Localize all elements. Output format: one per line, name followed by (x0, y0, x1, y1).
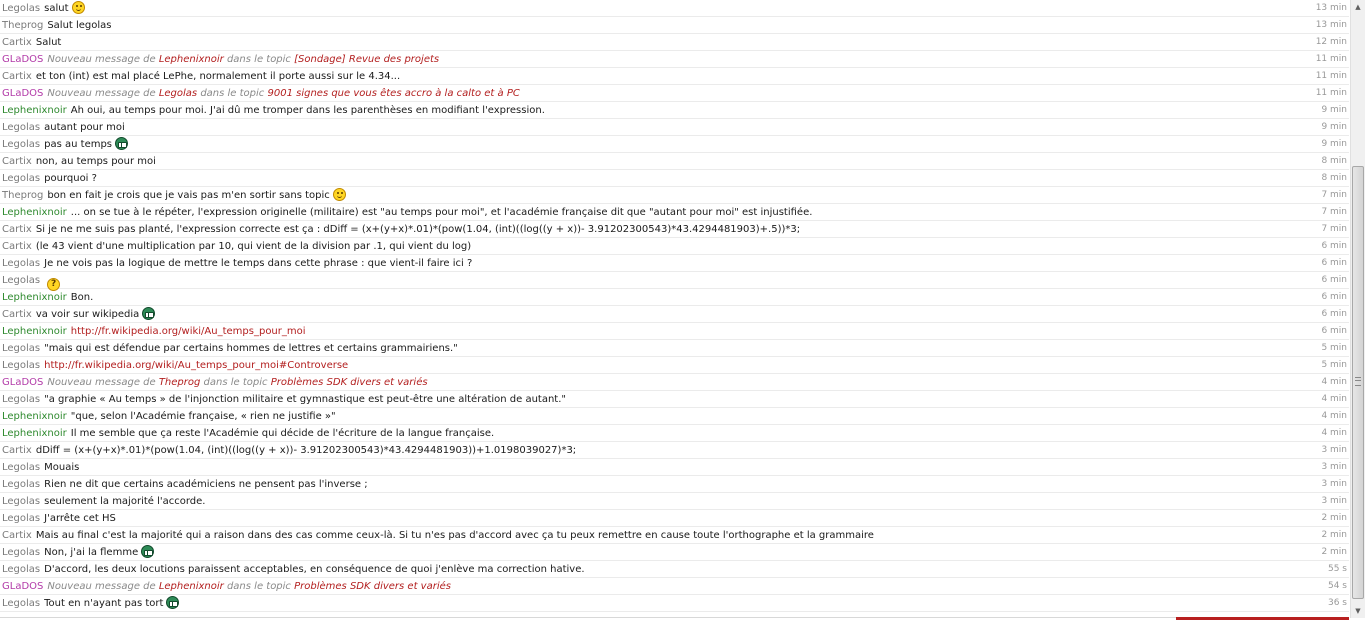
arrow-down-icon[interactable]: ▼ (1355, 607, 1361, 615)
message-timestamp: 54 s (1327, 581, 1347, 591)
message-author[interactable]: Legolas (2, 564, 41, 575)
message-author[interactable]: Legolas (2, 496, 41, 507)
message-timestamp: 7 min (1321, 207, 1347, 217)
chat-message (0, 595, 1349, 612)
message-timestamp: 8 min (1321, 173, 1347, 183)
message-text (36, 445, 576, 456)
notification-link[interactable]: Theprog (158, 377, 201, 388)
message-timestamp: 12 min (1315, 37, 1347, 47)
message-body: pas au temps (44, 139, 113, 150)
message-body: "mais qui est défendue par certains hommes de lettres et certains grammairiens." (44, 343, 458, 354)
message-author[interactable]: GLaDOS (2, 54, 44, 65)
arrow-up-icon[interactable]: ▲ (1355, 3, 1361, 11)
message-timestamp: 11 min (1315, 54, 1347, 64)
message-text (71, 411, 336, 422)
chat-message (0, 561, 1349, 578)
chat-message (0, 136, 1349, 153)
message-author[interactable]: Legolas (2, 479, 41, 490)
question-icon: ? (47, 278, 60, 291)
message-text (44, 3, 84, 14)
message-author[interactable]: Legolas (2, 360, 41, 371)
message-timestamp: 5 min (1321, 360, 1347, 370)
message-timestamp: 11 min (1315, 88, 1347, 98)
chat-message (0, 153, 1349, 170)
message-body: et ton (int) est mal placé LePhe, normalement il porte aussi sur le 4.34... (35, 71, 401, 82)
message-author[interactable]: Legolas (2, 547, 41, 558)
chat-message (0, 0, 1349, 17)
chat-message (0, 170, 1349, 187)
message-author[interactable]: Lephenixnoir (2, 428, 67, 439)
message-text (36, 530, 874, 541)
message-body: Salut (35, 37, 62, 48)
message-author[interactable]: Lephenixnoir (2, 105, 67, 116)
message-text (44, 462, 79, 473)
chat-message (0, 578, 1349, 595)
message-text (44, 598, 179, 609)
message-body: bon en fait je crois que je vais pas m'en sortir sans topic (47, 190, 330, 201)
message-timestamp: 55 s (1327, 564, 1347, 574)
chat-message (0, 527, 1349, 544)
message-body: J'arrête cet HS (44, 513, 116, 524)
message-text (44, 564, 584, 575)
message-timestamp: 4 min (1321, 428, 1347, 438)
message-timestamp: 2 min (1321, 530, 1347, 540)
message-body: "que, selon l'Académie française, « rien ne justifie »" (70, 411, 336, 422)
message-timestamp: 4 min (1321, 377, 1347, 387)
message-author[interactable]: GLaDOS (2, 88, 44, 99)
message-timestamp: 9 min (1321, 139, 1347, 149)
message-timestamp: 13 min (1315, 3, 1347, 13)
message-text (44, 394, 566, 405)
grin-icon (166, 596, 179, 609)
message-text (44, 258, 472, 269)
message-author[interactable]: Legolas (2, 139, 41, 150)
message-timestamp: 6 min (1321, 309, 1347, 319)
message-timestamp: 7 min (1321, 224, 1347, 234)
message-timestamp: 4 min (1321, 394, 1347, 404)
message-body: Si je ne me suis pas planté, l'expression correcte est ça : dDiff = (x+(y+x)*.01)*(pow(1.04, (int)((log((y + x))- 3.91202300543)*43.4294481903)+.5))*3; (35, 224, 801, 235)
chat-message (0, 85, 1349, 102)
chat-message (0, 493, 1349, 510)
notification-link[interactable]: Lephenixnoir (158, 581, 224, 592)
grin-icon (142, 307, 155, 320)
message-body: seulement la majorité l'accorde. (44, 496, 206, 507)
message-text (36, 156, 156, 167)
message-body: Salut legolas (47, 20, 112, 31)
message-author[interactable]: Cartix (2, 224, 32, 235)
notification-text: Nouveau message de (47, 88, 159, 99)
message-text (36, 224, 800, 235)
message-author[interactable]: Theprog (2, 20, 44, 31)
message-author[interactable]: Cartix (2, 445, 32, 456)
message-timestamp: 8 min (1321, 156, 1347, 166)
chat-message (0, 391, 1349, 408)
message-timestamp: 3 min (1321, 496, 1347, 506)
notification-text: dans le topic (197, 88, 268, 99)
chat-message (0, 510, 1349, 527)
chat-message (0, 289, 1349, 306)
message-text (36, 37, 62, 48)
message-author[interactable]: Legolas (2, 513, 41, 524)
message-author[interactable]: Legolas (2, 394, 41, 405)
message-text (36, 71, 400, 82)
grin-icon (141, 545, 154, 558)
message-body: va voir sur wikipedia (35, 309, 140, 320)
message-text (44, 496, 205, 507)
message-text (47, 190, 345, 201)
grip-icon (1355, 377, 1361, 386)
message-author[interactable]: Legolas (2, 258, 41, 269)
message-text (44, 547, 154, 558)
scroll-thumb[interactable] (1352, 166, 1364, 599)
message-author[interactable]: Lephenixnoir (2, 411, 67, 422)
message-author[interactable]: Theprog (2, 190, 44, 201)
message-author[interactable]: Cartix (2, 37, 32, 48)
notification-link[interactable]: Lephenixnoir (158, 54, 224, 65)
message-body: pourquoi ? (44, 173, 97, 184)
chat-message (0, 476, 1349, 493)
input-area-edge (0, 617, 1176, 618)
notification-link[interactable]: Problèmes SDK divers et variés (270, 377, 428, 388)
message-author[interactable]: Cartix (2, 241, 32, 252)
chat-message (0, 102, 1349, 119)
message-author[interactable]: Legolas (2, 3, 41, 14)
message-text (71, 105, 545, 116)
smile-icon (72, 1, 85, 14)
message-text (36, 241, 471, 252)
chat-message (0, 357, 1349, 374)
grin-icon (115, 137, 128, 150)
message-text (44, 173, 97, 184)
notification-text: Nouveau message de (47, 581, 159, 592)
message-timestamp: 3 min (1321, 479, 1347, 489)
message-body: Bon. (70, 292, 94, 303)
message-timestamp: 3 min (1321, 445, 1347, 455)
notification-text: dans le topic (223, 581, 295, 592)
message-author[interactable]: Cartix (2, 309, 32, 320)
message-body: D'accord, les deux locutions paraissent acceptables, en conséquence de quoi j'enlève ma correction hative. (44, 564, 585, 575)
chat-message (0, 425, 1349, 442)
message-body: non, au temps pour moi (35, 156, 156, 167)
chat-message (0, 187, 1349, 204)
message-text (47, 581, 451, 592)
vertical-scrollbar[interactable] (1350, 0, 1365, 618)
message-body: "a graphie « Au temps » de l'injonction militaire et gymnastique est peut-être une altération de autant." (44, 394, 567, 405)
chat-message (0, 68, 1349, 85)
chat-message (0, 17, 1349, 34)
message-timestamp: 6 min (1321, 326, 1347, 336)
message-author[interactable]: Legolas (2, 462, 41, 473)
message-author[interactable]: Legolas (2, 343, 41, 354)
message-text (36, 309, 155, 320)
message-text (44, 343, 458, 354)
message-text (44, 139, 128, 150)
message-text (71, 292, 94, 303)
message-link[interactable]: http://fr.wikipedia.org/wiki/Au_temps_pour_moi (70, 326, 306, 337)
message-author[interactable]: GLaDOS (2, 377, 44, 388)
message-text (44, 275, 60, 289)
message-author[interactable]: Lephenixnoir (2, 292, 67, 303)
chat-message (0, 51, 1349, 68)
notification-text: dans le topic (223, 54, 295, 65)
message-author[interactable]: Legolas (2, 173, 41, 184)
message-text (44, 513, 116, 524)
message-author[interactable]: Legolas (2, 275, 41, 286)
notification-link[interactable]: 9001 signes que vous êtes accro à la calto et à PC (267, 88, 520, 99)
message-timestamp: 2 min (1321, 547, 1347, 557)
chat-message (0, 340, 1349, 357)
chat-message (0, 459, 1349, 476)
message-timestamp: 3 min (1321, 462, 1347, 472)
message-text (71, 326, 306, 337)
notification-link[interactable]: Legolas (158, 88, 198, 99)
message-timestamp: 4 min (1321, 411, 1347, 421)
message-text (47, 20, 111, 31)
message-body: dDiff = (x+(y+x)*.01)*(pow(1.04, (int)((log((y + x))- 3.91202300543)*43.4294481903))+1.0198039027)*3; (35, 445, 577, 456)
chat-message (0, 408, 1349, 425)
notification-text: Nouveau message de (47, 54, 159, 65)
chat-message (0, 272, 1349, 289)
message-timestamp: 36 s (1327, 598, 1347, 608)
message-body: salut (44, 3, 69, 14)
message-text (71, 428, 494, 439)
message-body: Mais au final c'est la majorité qui a raison dans des cas comme ceux-là. Si tu n'es pas d'accord avec ça tu peux remettre en cause toute l'orthographe et la grammaire (35, 530, 874, 541)
message-timestamp: 11 min (1315, 71, 1347, 81)
chat-message (0, 306, 1349, 323)
message-body: Il me semble que ça reste l'Académie qui décide de l'écriture de la langue française. (70, 428, 495, 439)
message-body: autant pour moi (44, 122, 125, 133)
chat-message (0, 238, 1349, 255)
message-timestamp: 6 min (1321, 258, 1347, 268)
chat-message (0, 255, 1349, 272)
message-author[interactable]: Lephenixnoir (2, 207, 67, 218)
message-text (47, 88, 519, 99)
chat-message (0, 204, 1349, 221)
chat-message (0, 119, 1349, 136)
message-body: Ah oui, au temps pour moi. J'ai dû me tromper dans les parenthèses en modifiant l'expression. (70, 105, 545, 116)
message-timestamp: 6 min (1321, 292, 1347, 302)
message-body: (le 43 vient d'une multiplication par 10, qui vient de la division par .1, qui vient du log) (35, 241, 472, 252)
message-timestamp: 7 min (1321, 190, 1347, 200)
message-text (44, 479, 367, 490)
message-author[interactable]: Cartix (2, 71, 32, 82)
message-timestamp: 13 min (1315, 20, 1347, 30)
chat-message (0, 442, 1349, 459)
notification-text: dans le topic (200, 377, 271, 388)
message-text (47, 377, 427, 388)
notification-text: Nouveau message de (47, 377, 159, 388)
message-text (47, 54, 439, 65)
message-author[interactable]: Lephenixnoir (2, 326, 67, 337)
message-text (44, 360, 348, 371)
notification-link[interactable]: Problèmes SDK divers et variés (294, 581, 451, 592)
notification-link[interactable]: [Sondage] Revue des projets (294, 54, 440, 65)
message-timestamp: 9 min (1321, 105, 1347, 115)
message-text (44, 122, 125, 133)
message-body: Non, j'ai la flemme (44, 547, 139, 558)
message-author[interactable]: GLaDOS (2, 581, 44, 592)
message-timestamp: 5 min (1321, 343, 1347, 353)
message-author[interactable]: Cartix (2, 530, 32, 541)
message-timestamp: 6 min (1321, 275, 1347, 285)
message-text (71, 207, 813, 218)
message-timestamp: 6 min (1321, 241, 1347, 251)
message-author[interactable]: Legolas (2, 598, 41, 609)
message-author[interactable]: Legolas (2, 122, 41, 133)
message-body: Tout en n'ayant pas tort (44, 598, 164, 609)
message-body: Je ne vois pas la logique de mettre le temps dans cette phrase : que vient-il faire ici ? (44, 258, 473, 269)
chat-message (0, 323, 1349, 340)
chat-message (0, 34, 1349, 51)
message-body: Rien ne dit que certains académiciens ne pensent pas l'inverse ; (44, 479, 368, 490)
chat-message (0, 221, 1349, 238)
message-timestamp: 2 min (1321, 513, 1347, 523)
message-body: ... on se tue à le répéter, l'expression originelle (militaire) est "au temps pour moi", et l'académie française dit que "autant pour moi" est injustifiée. (70, 207, 813, 218)
smile-icon (333, 188, 346, 201)
chat-message (0, 544, 1349, 561)
message-link[interactable]: http://fr.wikipedia.org/wiki/Au_temps_pour_moi#Controverse (44, 360, 349, 371)
message-timestamp: 9 min (1321, 122, 1347, 132)
chat-message (0, 374, 1349, 391)
message-author[interactable]: Cartix (2, 156, 32, 167)
message-body: Mouais (44, 462, 80, 473)
